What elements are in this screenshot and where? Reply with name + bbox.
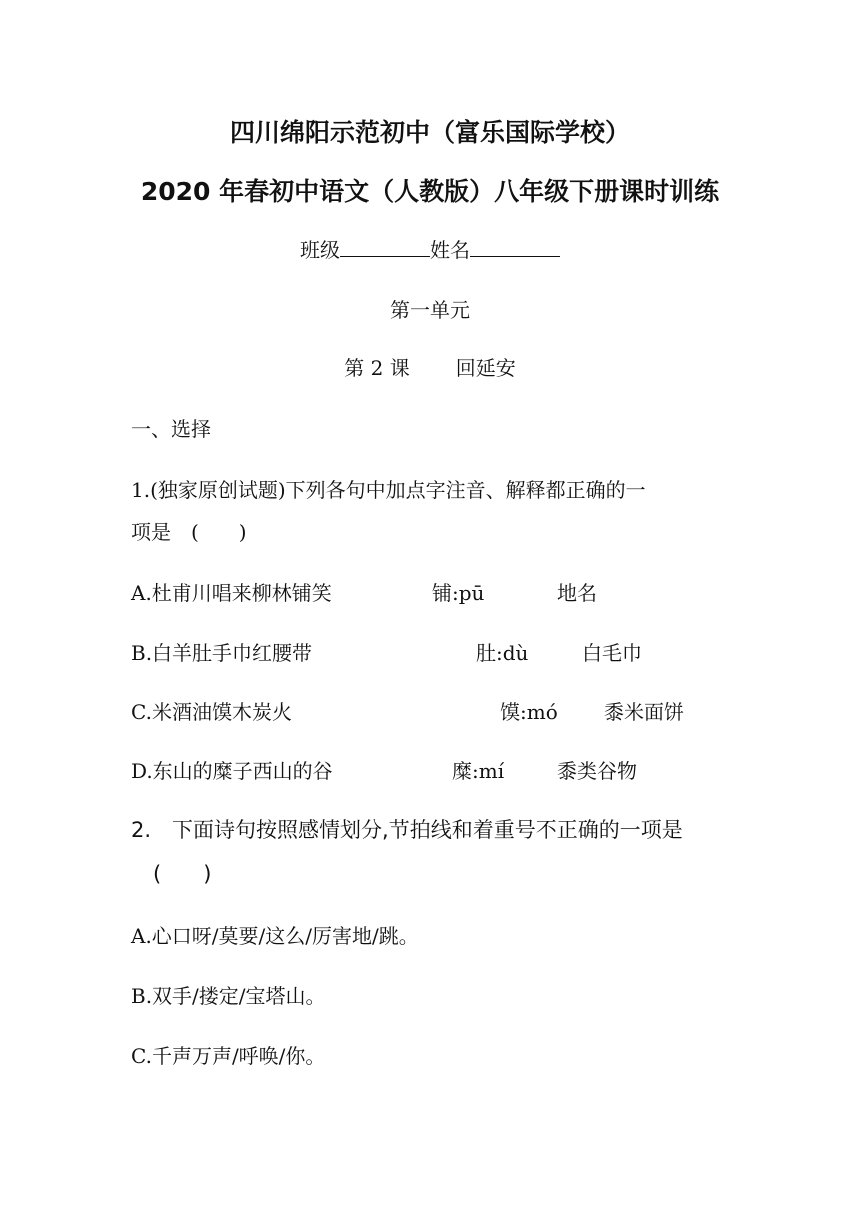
class-blank bbox=[340, 238, 430, 257]
q2-option-c: C.千声万声/呼唤/你。 bbox=[131, 1044, 326, 1068]
course-title: 2020 年春初中语文（人教版）八年级下册课时训练 bbox=[140, 177, 720, 206]
option-meaning: 白毛巾 bbox=[582, 641, 642, 665]
section-heading: 一、选择 bbox=[131, 417, 211, 441]
q2-stem-line2: ( ) bbox=[153, 862, 212, 886]
option-pinyin: 肚:dù bbox=[476, 641, 529, 665]
option-text: B.白羊肚手巾红腰带 bbox=[131, 641, 313, 665]
option-meaning: 黍类谷物 bbox=[557, 759, 637, 783]
name-label: 姓名 bbox=[430, 238, 470, 262]
q1-option-c bbox=[131, 696, 831, 724]
option-text: D.东山的糜子西山的谷 bbox=[131, 759, 333, 783]
lesson-title: 回延安 bbox=[455, 356, 516, 380]
q2-option-a: A.心口呀/莫要/这么/厉害地/跳。 bbox=[131, 924, 419, 948]
q1-option-d bbox=[131, 755, 831, 783]
option-meaning: 地名 bbox=[557, 581, 597, 605]
lesson-heading bbox=[0, 352, 860, 381]
option-text: C.米酒油馍木炭火 bbox=[131, 700, 292, 724]
q2-option-b: B.双手/搂定/宝塔山。 bbox=[131, 984, 326, 1008]
class-name-row bbox=[0, 234, 860, 263]
q2-stem-line1: 2. 下面诗句按照感情划分,节拍线和着重号不正确的一项是 bbox=[131, 818, 683, 842]
option-pinyin: 糜:mí bbox=[452, 759, 505, 783]
class-label: 班级 bbox=[300, 238, 340, 262]
option-pinyin: 铺:pū bbox=[432, 581, 485, 605]
lesson-number: 第 2 课 bbox=[344, 356, 410, 380]
option-meaning: 黍米面饼 bbox=[604, 700, 684, 724]
option-pinyin: 馍:mó bbox=[500, 700, 558, 724]
q1-stem-line2: 项是 ( ) bbox=[131, 520, 247, 544]
q1-stem-line1: 1.(独家原创试题)下列各句中加点字注音、解释都正确的一 bbox=[131, 478, 646, 502]
school-title: 四川绵阳示范初中（富乐国际学校） bbox=[229, 118, 630, 147]
name-blank bbox=[470, 238, 560, 257]
unit-heading: 第一单元 bbox=[390, 298, 470, 322]
q1-option-b bbox=[131, 637, 831, 665]
q1-option-a bbox=[131, 577, 831, 605]
option-text: A.杜甫川唱来柳林铺笑 bbox=[131, 581, 332, 605]
